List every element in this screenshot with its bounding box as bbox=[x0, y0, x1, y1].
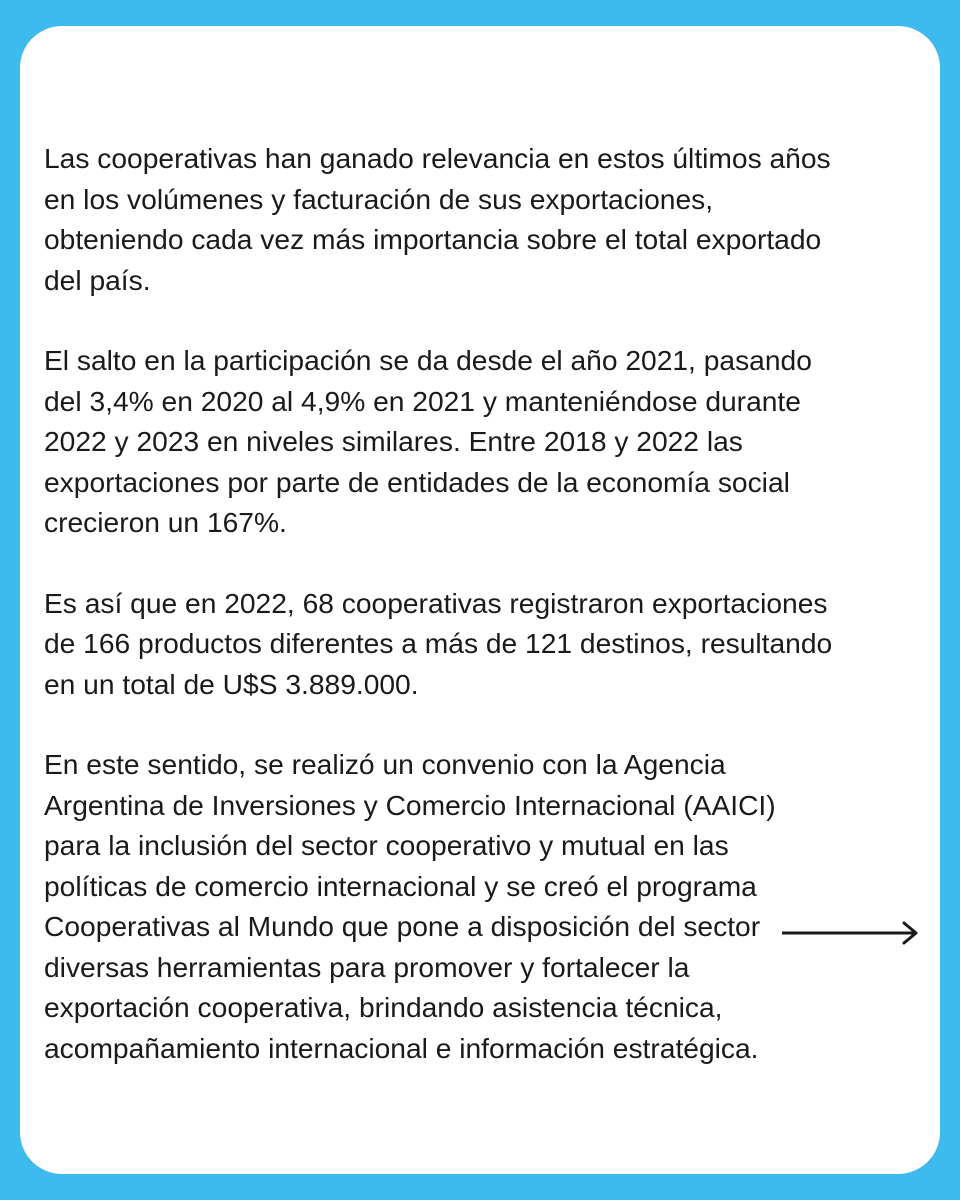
paragraph-participation: El salto en la participación se da desde el año 2021, pasando del 3,4% en 2020 al 4,9% en 2021 y manteniéndose durante 2022 y 2023 en niveles similares. Entre 2018 y 2022 las exportaciones por parte de entidades de la economía social crecieron un 167%. bbox=[44, 344, 812, 538]
arrow-right-icon[interactable] bbox=[782, 921, 920, 945]
paragraph-agreement: En este sentido, se realizó un convenio con la Agencia Argentina de Inversiones y Comercio Internacional (AAICI) para la inclusión del sector cooperativo y mutual en las políticas de comercio internacional y se creó el programa Cooperativas al Mundo que pone a disposición del sector diversas herramientas para promover y fortalecer la exportación cooperativa, brindando asistencia técnica, acompañamiento internacional e información estratégica. bbox=[44, 748, 776, 1064]
paragraph-intro: Las cooperativas han ganado relevancia en estos últimos años en los volúmenes y facturación de sus exportaciones, obteniendo cada vez más importancia sobre el total exportado del país. bbox=[44, 142, 831, 296]
paragraph-exports-2022: Es así que en 2022, 68 cooperativas registraron exportaciones de 166 productos diferentes a más de 121 destinos, resultando en un total de U$S 3.889.000. bbox=[44, 586, 833, 700]
content-card bbox=[20, 26, 940, 1174]
